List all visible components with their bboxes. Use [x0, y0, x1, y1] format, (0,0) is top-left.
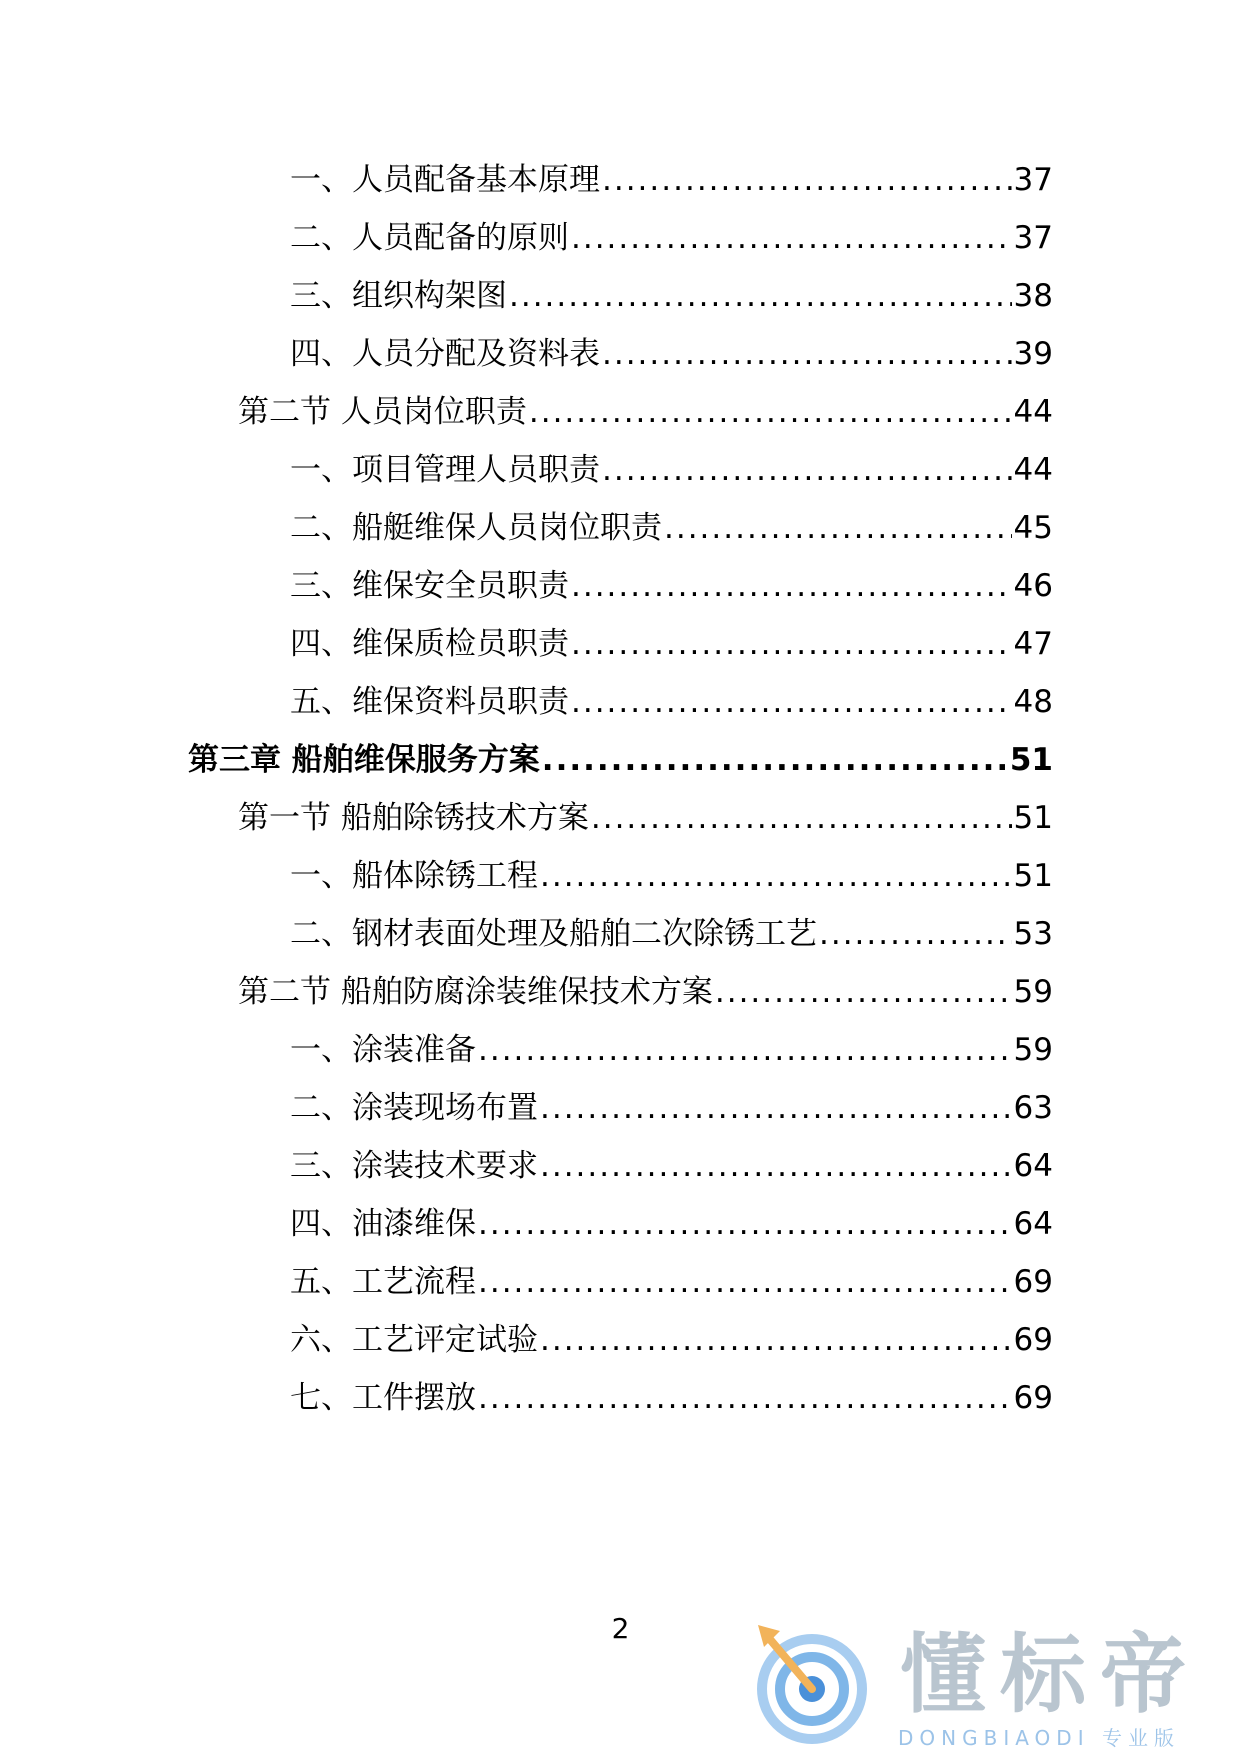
toc-entry-title: 四、人员分配及资料表 [290, 336, 600, 372]
toc-entry[interactable] [290, 1088, 1053, 1128]
toc-leader-dots [478, 1378, 1012, 1418]
toc-entry-page: 63 [1013, 1090, 1053, 1126]
watermark-subtitle [898, 1726, 1180, 1750]
toc-entry-title: 一、船体除锈工程 [290, 858, 538, 894]
toc-entry[interactable] [290, 682, 1053, 722]
toc-entry[interactable] [290, 1262, 1053, 1302]
toc-leader-dots [602, 160, 1012, 200]
toc-entry-page: 38 [1013, 278, 1053, 314]
watermark [740, 1615, 1240, 1754]
toc-leader-dots [602, 450, 1012, 490]
toc-entry-title: 六、工艺评定试验 [290, 1322, 538, 1358]
toc-entry-title: 二、钢材表面处理及船舶二次除锈工艺 [290, 916, 817, 952]
toc-entry[interactable] [290, 218, 1053, 258]
toc-leader-dots [540, 1320, 1012, 1360]
toc-leader-dots [591, 798, 1012, 838]
toc-entry-title: 四、油漆维保 [290, 1206, 476, 1242]
toc-entry-page: 64 [1013, 1206, 1053, 1242]
toc-entry[interactable] [290, 624, 1053, 664]
toc-entry-title: 三、组织构架图 [290, 278, 507, 314]
toc-entry-page: 48 [1013, 684, 1053, 720]
toc-leader-dots [571, 218, 1012, 258]
toc-section-entry[interactable] [238, 972, 1053, 1012]
toc-entry-title: 五、工艺流程 [290, 1264, 476, 1300]
toc-leader-dots [540, 856, 1012, 896]
toc-entry-title: 二、涂装现场布置 [290, 1090, 538, 1126]
toc-leader-dots [509, 276, 1012, 316]
toc-leader-dots [571, 624, 1012, 664]
target-arrow-icon [750, 1617, 880, 1747]
toc-entry-title: 三、维保安全员职责 [290, 568, 569, 604]
toc-entry-title: 二、人员配备的原则 [290, 220, 569, 256]
toc-leader-dots [602, 334, 1012, 374]
toc-entry-page: 59 [1013, 1032, 1053, 1068]
toc-entry-page: 51 [1009, 742, 1053, 778]
toc-entry-page: 69 [1013, 1322, 1053, 1358]
toc-leader-dots [571, 682, 1012, 722]
toc-entry[interactable] [290, 1204, 1053, 1244]
toc-entry-page: 69 [1013, 1264, 1053, 1300]
toc-entry-page: 44 [1013, 394, 1053, 430]
toc-entry[interactable] [290, 276, 1053, 316]
toc-entry-title: 第三章 船舶维保服务方案 [188, 742, 540, 778]
watermark-pinyin: DONGBIAODI [898, 1726, 1090, 1750]
toc-entry-title: 四、维保质检员职责 [290, 626, 569, 662]
toc-entry-page: 69 [1013, 1380, 1053, 1416]
toc-leader-dots [819, 914, 1012, 954]
watermark-brand: 懂标帝 [900, 1625, 1200, 1725]
toc-entry-page: 51 [1013, 800, 1053, 836]
toc-leader-dots [478, 1030, 1012, 1070]
toc-entry-page: 37 [1013, 162, 1053, 198]
toc-entry[interactable] [290, 160, 1053, 200]
toc-entry-title: 第一节 船舶除锈技术方案 [238, 800, 589, 836]
toc-entry[interactable] [290, 856, 1053, 896]
toc-entry-title: 第二节 人员岗位职责 [238, 394, 527, 430]
toc-entry-title: 五、维保资料员职责 [290, 684, 569, 720]
toc-entry-title: 一、项目管理人员职责 [290, 452, 600, 488]
toc-entry-title: 三、涂装技术要求 [290, 1148, 538, 1184]
toc-entry-title: 二、船艇维保人员岗位职责 [290, 510, 662, 546]
toc-entry[interactable] [290, 508, 1053, 548]
toc-entry-page: 46 [1013, 568, 1053, 604]
toc-leader-dots [478, 1262, 1012, 1302]
toc-entry[interactable] [290, 1320, 1053, 1360]
toc-entry-page: 53 [1013, 916, 1053, 952]
toc-entry-page: 44 [1013, 452, 1053, 488]
toc-leader-dots [542, 740, 1008, 780]
toc-entry-page: 37 [1013, 220, 1053, 256]
toc-entry-page: 59 [1013, 974, 1053, 1010]
toc-entry-title: 七、工件摆放 [290, 1380, 476, 1416]
toc-entry-page: 45 [1013, 510, 1053, 546]
toc-leader-dots [571, 566, 1012, 606]
toc-entry-title: 一、人员配备基本原理 [290, 162, 600, 198]
toc-entry-page: 51 [1013, 858, 1053, 894]
toc-leader-dots [478, 1204, 1012, 1244]
toc-entry-page: 64 [1013, 1148, 1053, 1184]
toc-section-entry[interactable] [238, 392, 1053, 432]
toc-leader-dots [529, 392, 1012, 432]
toc-leader-dots [715, 972, 1012, 1012]
page-number: 2 [611, 1612, 630, 1645]
watermark-edition: 专业版 [1101, 1726, 1180, 1750]
toc-leader-dots [540, 1088, 1012, 1128]
toc-entry[interactable] [290, 914, 1053, 954]
toc-chapter-entry[interactable] [188, 740, 1053, 780]
toc-entry-title: 第二节 船舶防腐涂装维保技术方案 [238, 974, 713, 1010]
toc-entry[interactable] [290, 450, 1053, 490]
toc-entry[interactable] [290, 1146, 1053, 1186]
toc-section-entry[interactable] [238, 798, 1053, 838]
toc-entry-page: 47 [1013, 626, 1053, 662]
toc-entry[interactable] [290, 334, 1053, 374]
toc-entry[interactable] [290, 566, 1053, 606]
toc-entry[interactable] [290, 1378, 1053, 1418]
toc-leader-dots [540, 1146, 1012, 1186]
toc-entry[interactable] [290, 1030, 1053, 1070]
toc-entry-title: 一、涂装准备 [290, 1032, 476, 1068]
toc-entry-page: 39 [1013, 336, 1053, 372]
toc-leader-dots [664, 508, 1012, 548]
